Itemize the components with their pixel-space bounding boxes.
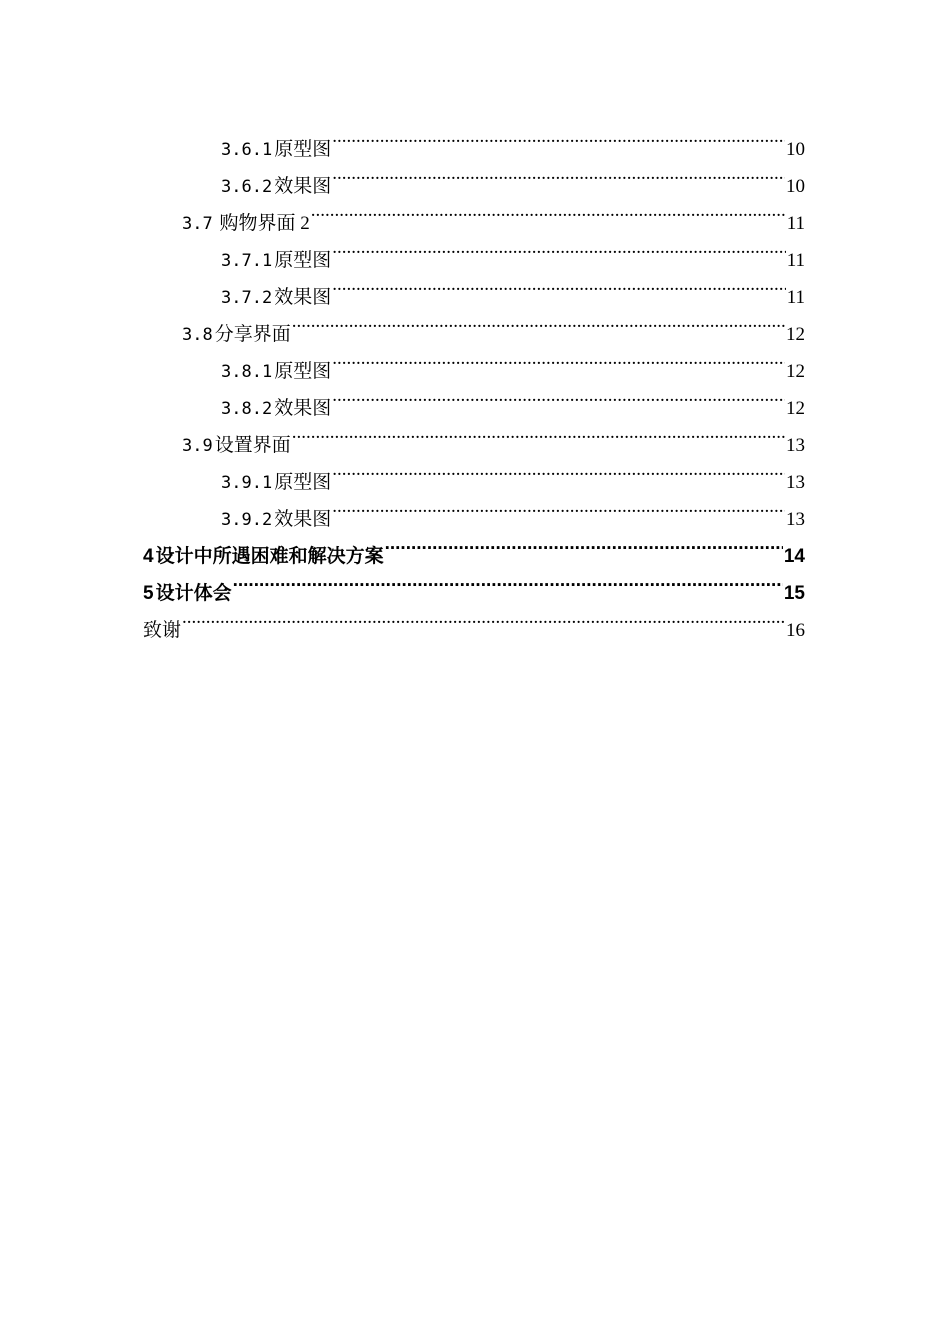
toc-entry-page: 10 [786, 176, 805, 197]
toc-entry-title: 原型图 [274, 139, 332, 160]
toc-entry[interactable] [143, 599, 805, 641]
dot-leader [182, 599, 785, 636]
toc-entry-title: 设置界面 [214, 435, 291, 456]
toc-entry-title: 原型图 [274, 250, 332, 271]
dot-leader [332, 451, 785, 488]
dot-leader [332, 229, 786, 266]
dot-leader [385, 525, 783, 562]
toc-entry-number: 3.7.2 [221, 288, 273, 308]
toc-entry-title: 原型图 [274, 361, 332, 382]
toc-entry-number: 3.9.2 [221, 510, 273, 530]
toc-entry-page: 12 [786, 398, 805, 419]
dot-leader [311, 192, 786, 229]
toc-entry-number: 3.9 [182, 436, 213, 456]
toc-entry-number: 3.6.2 [221, 177, 273, 197]
toc-entry-page: 16 [786, 620, 805, 641]
toc-entry-number: 5 [143, 583, 154, 604]
toc-entry[interactable] [143, 118, 805, 160]
toc-entry-page: 11 [786, 287, 805, 308]
toc-entry-title: 原型图 [274, 472, 332, 493]
toc-entry-page: 15 [783, 583, 805, 604]
dot-leader [332, 118, 785, 155]
toc-entry-page: 13 [786, 435, 805, 456]
dot-leader [332, 377, 785, 414]
toc-entry-title: 效果图 [274, 398, 332, 419]
toc-entry-page: 11 [786, 250, 805, 271]
toc-entry-number: 3.8.2 [221, 399, 273, 419]
toc-entry-title: 效果图 [274, 287, 332, 308]
toc-entry-page: 12 [786, 324, 805, 345]
toc-entry-title: 设计中所遇困难和解决方案 [155, 546, 384, 567]
table-of-contents [143, 118, 805, 641]
dot-leader [292, 414, 785, 451]
toc-entry-number: 3.7.1 [221, 251, 273, 271]
toc-entry-page: 14 [783, 546, 805, 567]
toc-entry-number: 3.8 [182, 325, 213, 345]
toc-entry-title: 效果图 [274, 176, 332, 197]
toc-entry-number: 3.6.1 [221, 140, 273, 160]
toc-entry-number: 3.7 [182, 214, 213, 234]
toc-entry-page: 11 [786, 213, 805, 234]
dot-leader [332, 488, 785, 525]
toc-entry-page: 10 [786, 139, 805, 160]
toc-entry-title: 设计体会 [155, 583, 232, 604]
toc-entry-title: 致谢 [143, 620, 182, 641]
dot-leader [332, 340, 785, 377]
toc-entry-page: 12 [786, 361, 805, 382]
toc-entry-page: 13 [786, 509, 805, 530]
dot-leader [332, 155, 785, 192]
toc-entry[interactable] [143, 562, 805, 604]
toc-entry-title: 购物界面 2 [214, 213, 310, 234]
toc-entry-title: 效果图 [274, 509, 332, 530]
toc-entry-page: 13 [786, 472, 805, 493]
toc-entry-number: 4 [143, 546, 154, 567]
toc-entry-number: 3.8.1 [221, 362, 273, 382]
dot-leader [233, 562, 783, 599]
dot-leader [332, 266, 786, 303]
dot-leader [292, 303, 785, 340]
toc-entry-number: 3.9.1 [221, 473, 273, 493]
toc-entry-title: 分享界面 [214, 324, 291, 345]
